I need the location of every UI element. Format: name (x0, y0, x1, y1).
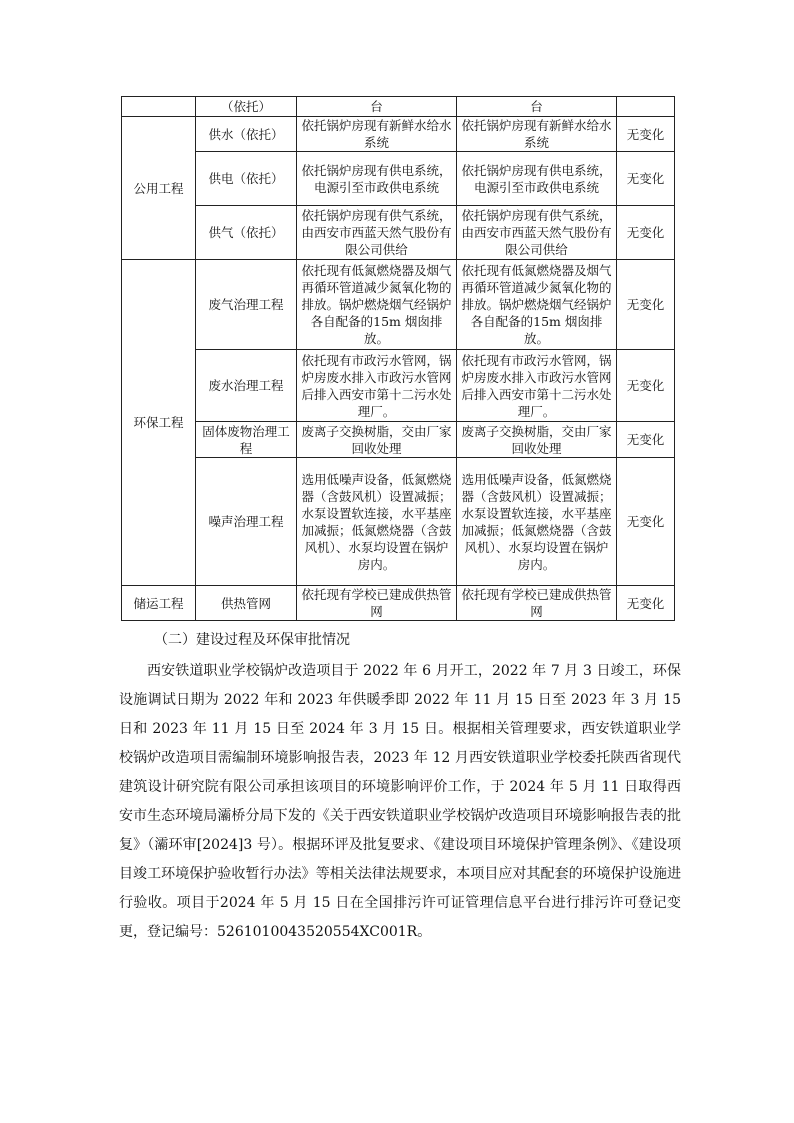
table-row (122, 422, 675, 458)
table-row (122, 458, 675, 586)
row-before: 依托现有学校已建成供热管网 (297, 586, 457, 621)
row-change: 无变化 (617, 152, 675, 206)
row-change: 无变化 (617, 206, 675, 260)
row-after: 废离子交换树脂，交由厂家回收处理 (457, 422, 617, 458)
table-row (122, 97, 675, 117)
row-change: 无变化 (617, 117, 675, 152)
table-cell (617, 97, 675, 117)
row-after: 依托现有市政污水管网，锅炉房废水排入市政污水管网后排入西安市第十二污水处理厂。 (457, 350, 617, 422)
row-before: 依托锅炉房现有供电系统，电源引至市政供电系统 (297, 152, 457, 206)
table-cell: 台 (457, 97, 617, 117)
table-cell (122, 97, 196, 117)
row-after: 选用低噪声设备，低氮燃烧器（含鼓风机）设置减振；水泵设置软连接，水平基座加减振；低氮燃烧器（含鼓风机）、水泵均设置在锅炉房内。 (457, 458, 617, 586)
row-before: 依托现有低氮燃烧器及烟气再循环管道减少氮氧化物的排放。锅炉燃烧烟气经锅炉各自配备的15m 烟囱排放。 (297, 260, 457, 350)
row-after: 依托锅炉房现有新鲜水给水系统 (457, 117, 617, 152)
row-name: 供热管网 (196, 586, 297, 621)
row-before: 依托锅炉房现有供气系统，由西安市西蓝天然气股份有限公司供给 (297, 206, 457, 260)
row-after: 依托锅炉房现有供电系统，电源引至市政供电系统 (457, 152, 617, 206)
row-name: 废水治理工程 (196, 350, 297, 422)
row-name: 固体废物治理工程 (196, 422, 297, 458)
row-change: 无变化 (617, 422, 675, 458)
row-name: 供电（依托） (196, 152, 297, 206)
project-comparison-table (121, 96, 675, 621)
row-after: 依托锅炉房现有供气系统，由西安市西蓝天然气股份有限公司供给 (457, 206, 617, 260)
row-before: 选用低噪声设备，低氮燃烧器（含鼓风机）设置减振；水泵设置软连接，水平基座加减振；低氮燃烧器（含鼓风机）、水泵均设置在锅炉房内。 (297, 458, 457, 586)
table-row (122, 206, 675, 260)
section-heading: （二）建设过程及环保审批情况 (154, 632, 350, 648)
row-before: 废离子交换树脂，交由厂家回收处理 (297, 422, 457, 458)
row-change: 无变化 (617, 458, 675, 586)
body-paragraph: 西安铁道职业学校锅炉改造项目于 2022 年 6 月开工，2022 年 7 月 3 日竣工，环保设施调试日期为 2022 年和 2023 年供暖季即 2022 年 11 月 15 日至 2023 年 3 月 15 日和 2023 年 11 月 15 日至 2024 年 3 月 15 日。根据相关管理要求，西安铁道职业学校锅炉改造项目需编制环境影响报告表，2023 年 12 月西安铁道职业学校委托陕西省现代建筑设计研究院有限公司承担该项目的环境影响评价工作，于 2024 年 5 月 11 日取得西安市生态环境局灞桥分局下发的《关于西安铁道职业学校锅炉改造项目环境影响报告表的批复》（灞环审[2024]3 号）。根据环评及批复要求、《建设项目环境保护管理条例》、《建设项目竣工环境保护验收暂行办法》等相关法律法规要求，本项目应对其配套的环境保护设施进行验收。项目于2024 年 5 月 15 日在全国排污许可证管理信息平台进行排污许可登记变更，登记编号：5261010043520554XC001R。 (119, 663, 681, 940)
table-row (122, 117, 675, 152)
group-label-public: 公用工程 (122, 117, 196, 260)
row-before: 依托现有市政污水管网，锅炉房废水排入市政污水管网后排入西安市第十二污水处理厂。 (297, 350, 457, 422)
group-label-env: 环保工程 (122, 260, 196, 586)
row-name: 废气治理工程 (196, 260, 297, 350)
row-change: 无变化 (617, 586, 675, 621)
table-row (122, 152, 675, 206)
table-cell: 台 (297, 97, 457, 117)
group-label-storage: 储运工程 (122, 586, 196, 621)
table-row (122, 586, 675, 621)
row-after: 依托现有学校已建成供热管网 (457, 586, 617, 621)
row-change: 无变化 (617, 260, 675, 350)
row-after: 依托现有低氮燃烧器及烟气再循环管道减少氮氧化物的排放。锅炉燃烧烟气经锅炉各自配备的15m 烟囱排放。 (457, 260, 617, 350)
row-change: 无变化 (617, 350, 675, 422)
row-name: 供气（依托） (196, 206, 297, 260)
row-name: 噪声治理工程 (196, 458, 297, 586)
table-row (122, 350, 675, 422)
row-before: 依托锅炉房现有新鲜水给水系统 (297, 117, 457, 152)
row-name: 供水（依托） (196, 117, 297, 152)
table-row (122, 260, 675, 350)
table-cell: （依托） (196, 97, 297, 117)
